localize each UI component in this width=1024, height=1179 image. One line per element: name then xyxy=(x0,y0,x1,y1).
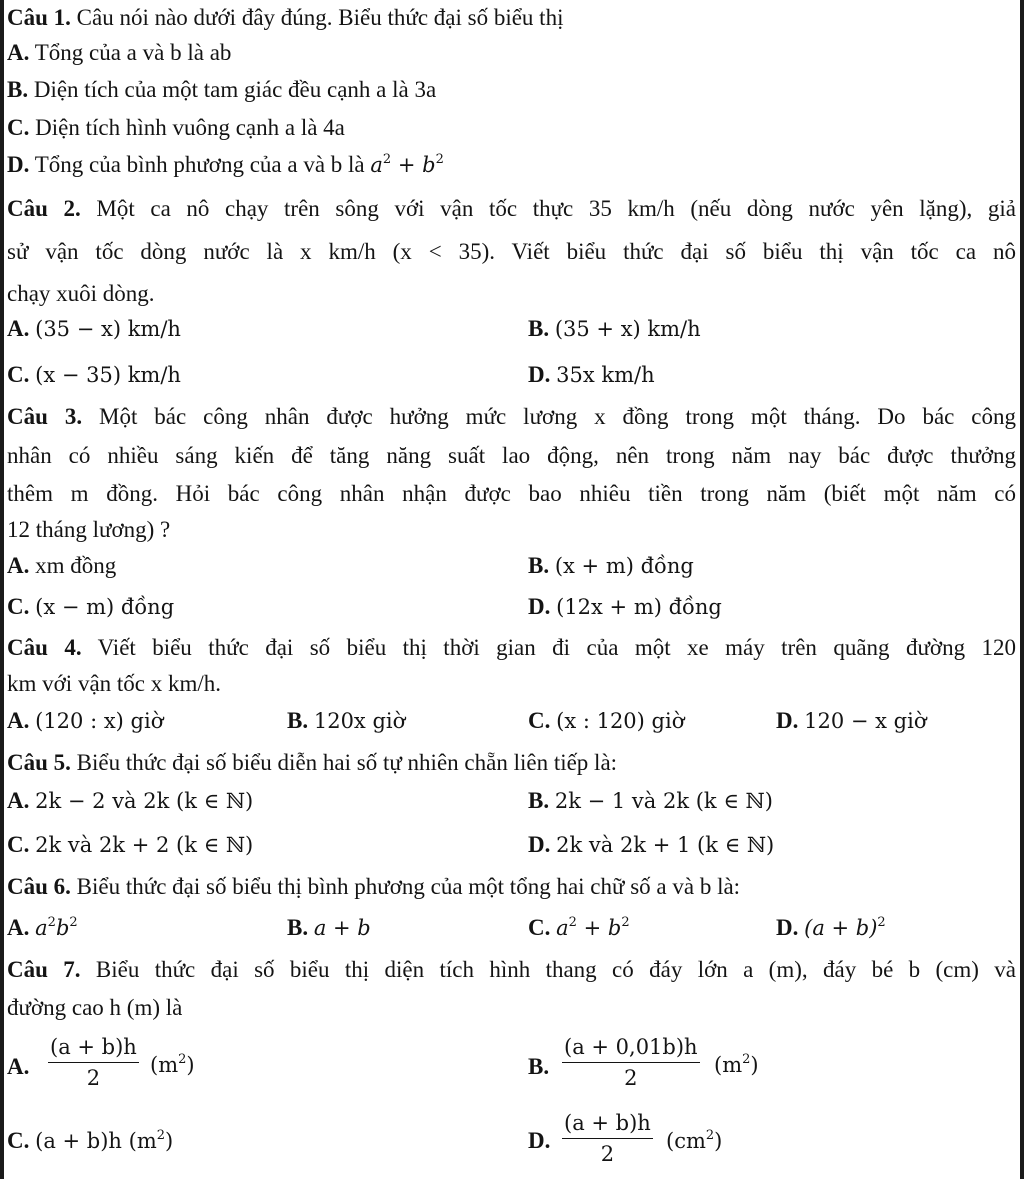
q7-label: Câu 7. xyxy=(7,957,81,982)
q5-option-b: B. 2k − 1 và 2k (k ∈ ℕ) xyxy=(528,788,773,813)
q3-stem-line4: 12 tháng lương) ? xyxy=(7,517,171,542)
left-border xyxy=(0,0,4,1179)
q4-option-d: D. 120 − x giờ xyxy=(776,708,927,733)
q1-stem xyxy=(7,3,1016,33)
q2-label: Câu 2. xyxy=(7,196,81,221)
q2-option-b: B. (35 + x) km/h xyxy=(528,316,701,341)
q7-option-d-label: D. xyxy=(528,1128,551,1153)
q3-stem-line2: nhân có nhiều sáng kiến để tăng năng suất lao động, nên trong năm nay bác được thưởng xyxy=(7,443,1016,468)
q4-stem-line2: km với vận tốc x km/h. xyxy=(7,671,222,696)
q5-option-d: D. 2k và 2k + 1 (k ∈ ℕ) xyxy=(528,832,775,857)
q7-option-a-unit: $(m^2)$ xyxy=(150,1052,195,1077)
q5-option-c: C. 2k và 2k + 2 (k ∈ ℕ) xyxy=(7,832,254,857)
q7-option-b-fraction: $\frac{(a + 0,01b)h}{2}$ xyxy=(562,1032,700,1093)
q3-option-b: B. (x + m) đồng xyxy=(528,553,694,578)
q4-label: Câu 4. xyxy=(7,635,82,660)
q3-stem-line3: thêm m đồng. Hỏi bác công nhân nhận được bao nhiêu tiền trong năm (biết một năm có xyxy=(7,481,1016,506)
q7-option-b-unit: $(m^2)$ xyxy=(714,1052,759,1077)
q4-option-a: A. (120 : x) giờ xyxy=(7,708,164,733)
q7-stem-line1: Câu 7. Biểu thức đại số biểu thị diện tích hình thang có đáy lớn a (m), đáy bé b (cm) và xyxy=(7,957,1017,982)
q2-stem-line1: Câu 2. Một ca nô chạy trên sông với vận tốc thực 35 km/h (nếu dòng nước yên lặng), giả xyxy=(7,196,1017,221)
q1-option-a: A. Tổng của a và b là ab xyxy=(7,40,232,65)
q6-stem: Câu 6. Biểu thức đại số biểu thị bình phương của một tổng hai chữ số a và b là: xyxy=(7,874,741,899)
q3-stem-line1: Câu 3. Một bác công nhân được hưởng mức lương x đồng trong một tháng. Do bác công xyxy=(7,404,1016,429)
q7-stem-line2: đường cao h (m) là xyxy=(7,995,183,1020)
q2-option-a: A. (35 − x) km/h xyxy=(7,316,181,341)
q7-option-b-label: B. xyxy=(528,1054,550,1079)
q5-option-a: A. 2k − 2 và 2k (k ∈ ℕ) xyxy=(7,788,254,813)
q7-option-d-unit: $(cm^2)$ xyxy=(666,1128,723,1153)
q7-option-d-fraction: $\frac{(a + b)h}{2}$ xyxy=(562,1108,653,1169)
q1-option-b: B. Diện tích của một tam giác đều cạnh a là 3a xyxy=(7,77,437,102)
q3-label: Câu 3. xyxy=(7,404,83,429)
q5-stem: Câu 5. Biểu thức đại số biểu diễn hai số tự nhiên chẵn liên tiếp là: xyxy=(7,750,618,775)
q5-label: Câu 5. xyxy=(7,750,71,775)
q1-label: Câu 1. xyxy=(7,5,71,30)
q7-option-c: C. (a + b)h $(m^2)$ xyxy=(7,1128,174,1153)
q3-option-a: A. xm đồng xyxy=(7,553,117,578)
q6-option-a: A. $a^2b^2$ xyxy=(7,915,78,940)
q2-option-d: D. 35x km/h xyxy=(528,362,655,387)
q4-option-b: B. 120x giờ xyxy=(287,708,406,733)
q7-option-a-label: A. xyxy=(7,1054,30,1079)
q6-option-d: D. $(a + b)^2$ xyxy=(776,915,886,940)
q6-option-c: C. $a^2 + b^2$ xyxy=(528,915,630,940)
q2-stem-line2: sử vận tốc dòng nước là x km/h (x < 35). Viết biểu thức đại số biểu thị vận tốc ca nô xyxy=(7,239,1016,264)
q1-text: Câu nói nào dưới đây đúng. Biểu thức đại số biểu thị xyxy=(70,5,564,30)
q6-option-b: B. a + b xyxy=(287,915,371,940)
q1-option-c: C. Diện tích hình vuông cạnh a là 4a xyxy=(7,115,345,140)
q3-option-c: C. (x − m) đồng xyxy=(7,594,175,619)
q4-stem-line1: Câu 4. Viết biểu thức đại số biểu thị thời gian đi của một xe máy trên quãng đường 120 xyxy=(7,635,1016,660)
q2-option-c: C. (x − 35) km/h xyxy=(7,362,181,387)
right-border xyxy=(1020,0,1024,1179)
q2-stem-line3: chạy xuôi dòng. xyxy=(7,281,155,306)
q4-option-c: C. (x : 120) giờ xyxy=(528,708,685,733)
q1-option-d: D. Tổng của bình phương của a và b là $a^2 + b^2$ xyxy=(7,152,444,177)
q3-option-d: D. (12x + m) đồng xyxy=(528,594,722,619)
q6-label: Câu 6. xyxy=(7,874,71,899)
q7-option-a-fraction: $\frac{(a + b)h}{2}$ xyxy=(48,1032,139,1093)
